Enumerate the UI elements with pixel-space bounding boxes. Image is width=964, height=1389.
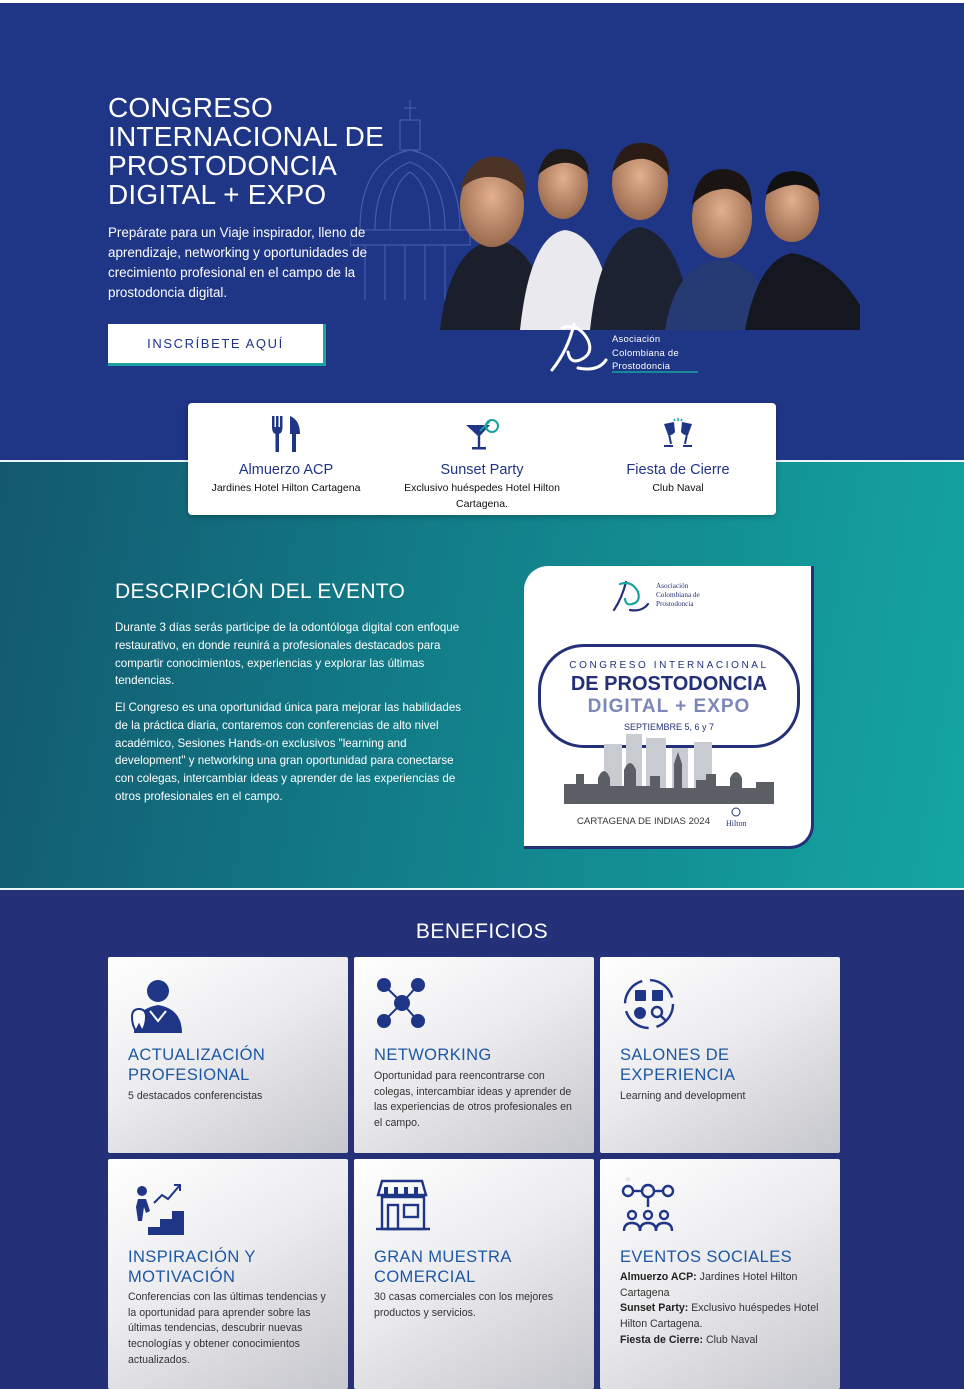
hero-description: Prepárate para un Viaje inspirador, lleno de aprendizaje, networking y oportunidades de crecimiento profesional en el campo de la prostodoncia digital. (108, 223, 408, 303)
poster-org-text: Asociación Colombiana de Prostodoncia (656, 582, 700, 608)
benefit-card-eventos: EVENTOS SOCIALES Almuerzo ACP: Jardines Hotel Hilton Cartagena Sunset Party: Exclusivo huéspedes Hotel Hilton Cartagena. Fiesta de Cierre: Club Naval (600, 1159, 840, 1389)
hero-section (0, 0, 964, 460)
event-item-sunset: Sunset Party Exclusivo huéspedes Hotel Hilton Cartagena. (384, 409, 580, 512)
acp-logo-text: Asociación Colombiana de Prostodoncia (612, 332, 679, 373)
cocktail-icon (464, 417, 500, 451)
poster-title-pill: CONGRESO INTERNACIONAL DE PROSTODONCIA DIGITAL + EXPO SEPTIEMBRE 5, 6 y 7 (538, 644, 800, 748)
event-item-fiesta: Fiesta de Cierre Club Naval (580, 409, 776, 496)
register-button[interactable]: INSCRÍBETE AQUÍ (108, 324, 326, 366)
benefit-card-inspiracion: INSPIRACIÓN Y MOTIVACIÓN Conferencias con las últimas tendencias y la oportunidad para aprender sobre las últimas tendencias, descubrir nuevas tecnologías y obtener conocimientos actualizados. (108, 1159, 348, 1389)
event-poster (524, 566, 814, 849)
champagne-toast-icon (660, 418, 696, 450)
description-paragraph-1: Durante 3 días serás participe de la odontóloga digital con enfoque restaurativo, en donde reunirá a profesionales destacados para compartir conocimientos, experiencias y explorar las últimas tendencias. (115, 619, 470, 690)
social-hub-icon (620, 1177, 678, 1235)
fork-knife-icon (270, 416, 302, 452)
description-title: DESCRIPCIÓN DEL EVENTO (115, 580, 405, 604)
social-events-card (188, 403, 776, 515)
stairs-growth-icon (128, 1177, 186, 1235)
benefits-title: BENEFICIOS (0, 920, 964, 944)
acp-logo-icon (612, 580, 654, 614)
event-item-almuerzo: Almuerzo ACP Jardines Hotel Hilton Cartagena (188, 409, 384, 496)
description-paragraph-2: El Congreso es una oportunidad única para mejorar las habilidades de la práctica diaria, contaremos con conferencias de alto nivel académico, Sesiones Hands-on exclusivos "learning and development" y networking una gran oportunidad para conectarse con colegas, intercambiar ideas y aprender de las experiencias de otros profesionales en el campo. (115, 699, 470, 806)
experience-cycle-icon (620, 975, 678, 1033)
speakers-photo (440, 135, 870, 330)
network-people-icon (374, 975, 432, 1033)
benefit-card-actualizacion: ACTUALIZACIÓN PROFESIONAL 5 destacados conferencistas (108, 957, 348, 1153)
poster-location: CARTAGENA DE INDIAS 2024 (577, 816, 710, 827)
benefit-card-salones: SALONES DE EXPERIENCIA Learning and development (600, 957, 840, 1153)
storefront-icon (374, 1177, 432, 1235)
social-item-almuerzo: Almuerzo ACP: Jardines Hotel Hilton Cartagena (620, 1270, 825, 1301)
hilton-crown-icon (729, 807, 743, 817)
top-divider (0, 0, 964, 3)
hilton-logo: Hilton (726, 807, 746, 828)
benefit-card-muestra: GRAN MUESTRA COMERCIAL 30 casas comerciales con los mejores productos y servicios. (354, 1159, 594, 1389)
benefit-card-networking: NETWORKING Oportunidad para reencontrarse con colegas, intercambiar ideas y aprender de las experiencias de otros profesionales en el campo. (354, 957, 594, 1153)
social-item-fiesta: Fiesta de Cierre: Club Naval (620, 1333, 825, 1349)
cartagena-skyline-illustration (564, 734, 774, 804)
dentist-professional-icon (128, 975, 186, 1033)
social-item-sunset: Sunset Party: Exclusivo huéspedes Hotel Hilton Cartagena. (620, 1301, 825, 1332)
hero-title: CONGRESO INTERNACIONAL DE PROSTODONCIA DIGITAL + EXPO (108, 93, 408, 209)
